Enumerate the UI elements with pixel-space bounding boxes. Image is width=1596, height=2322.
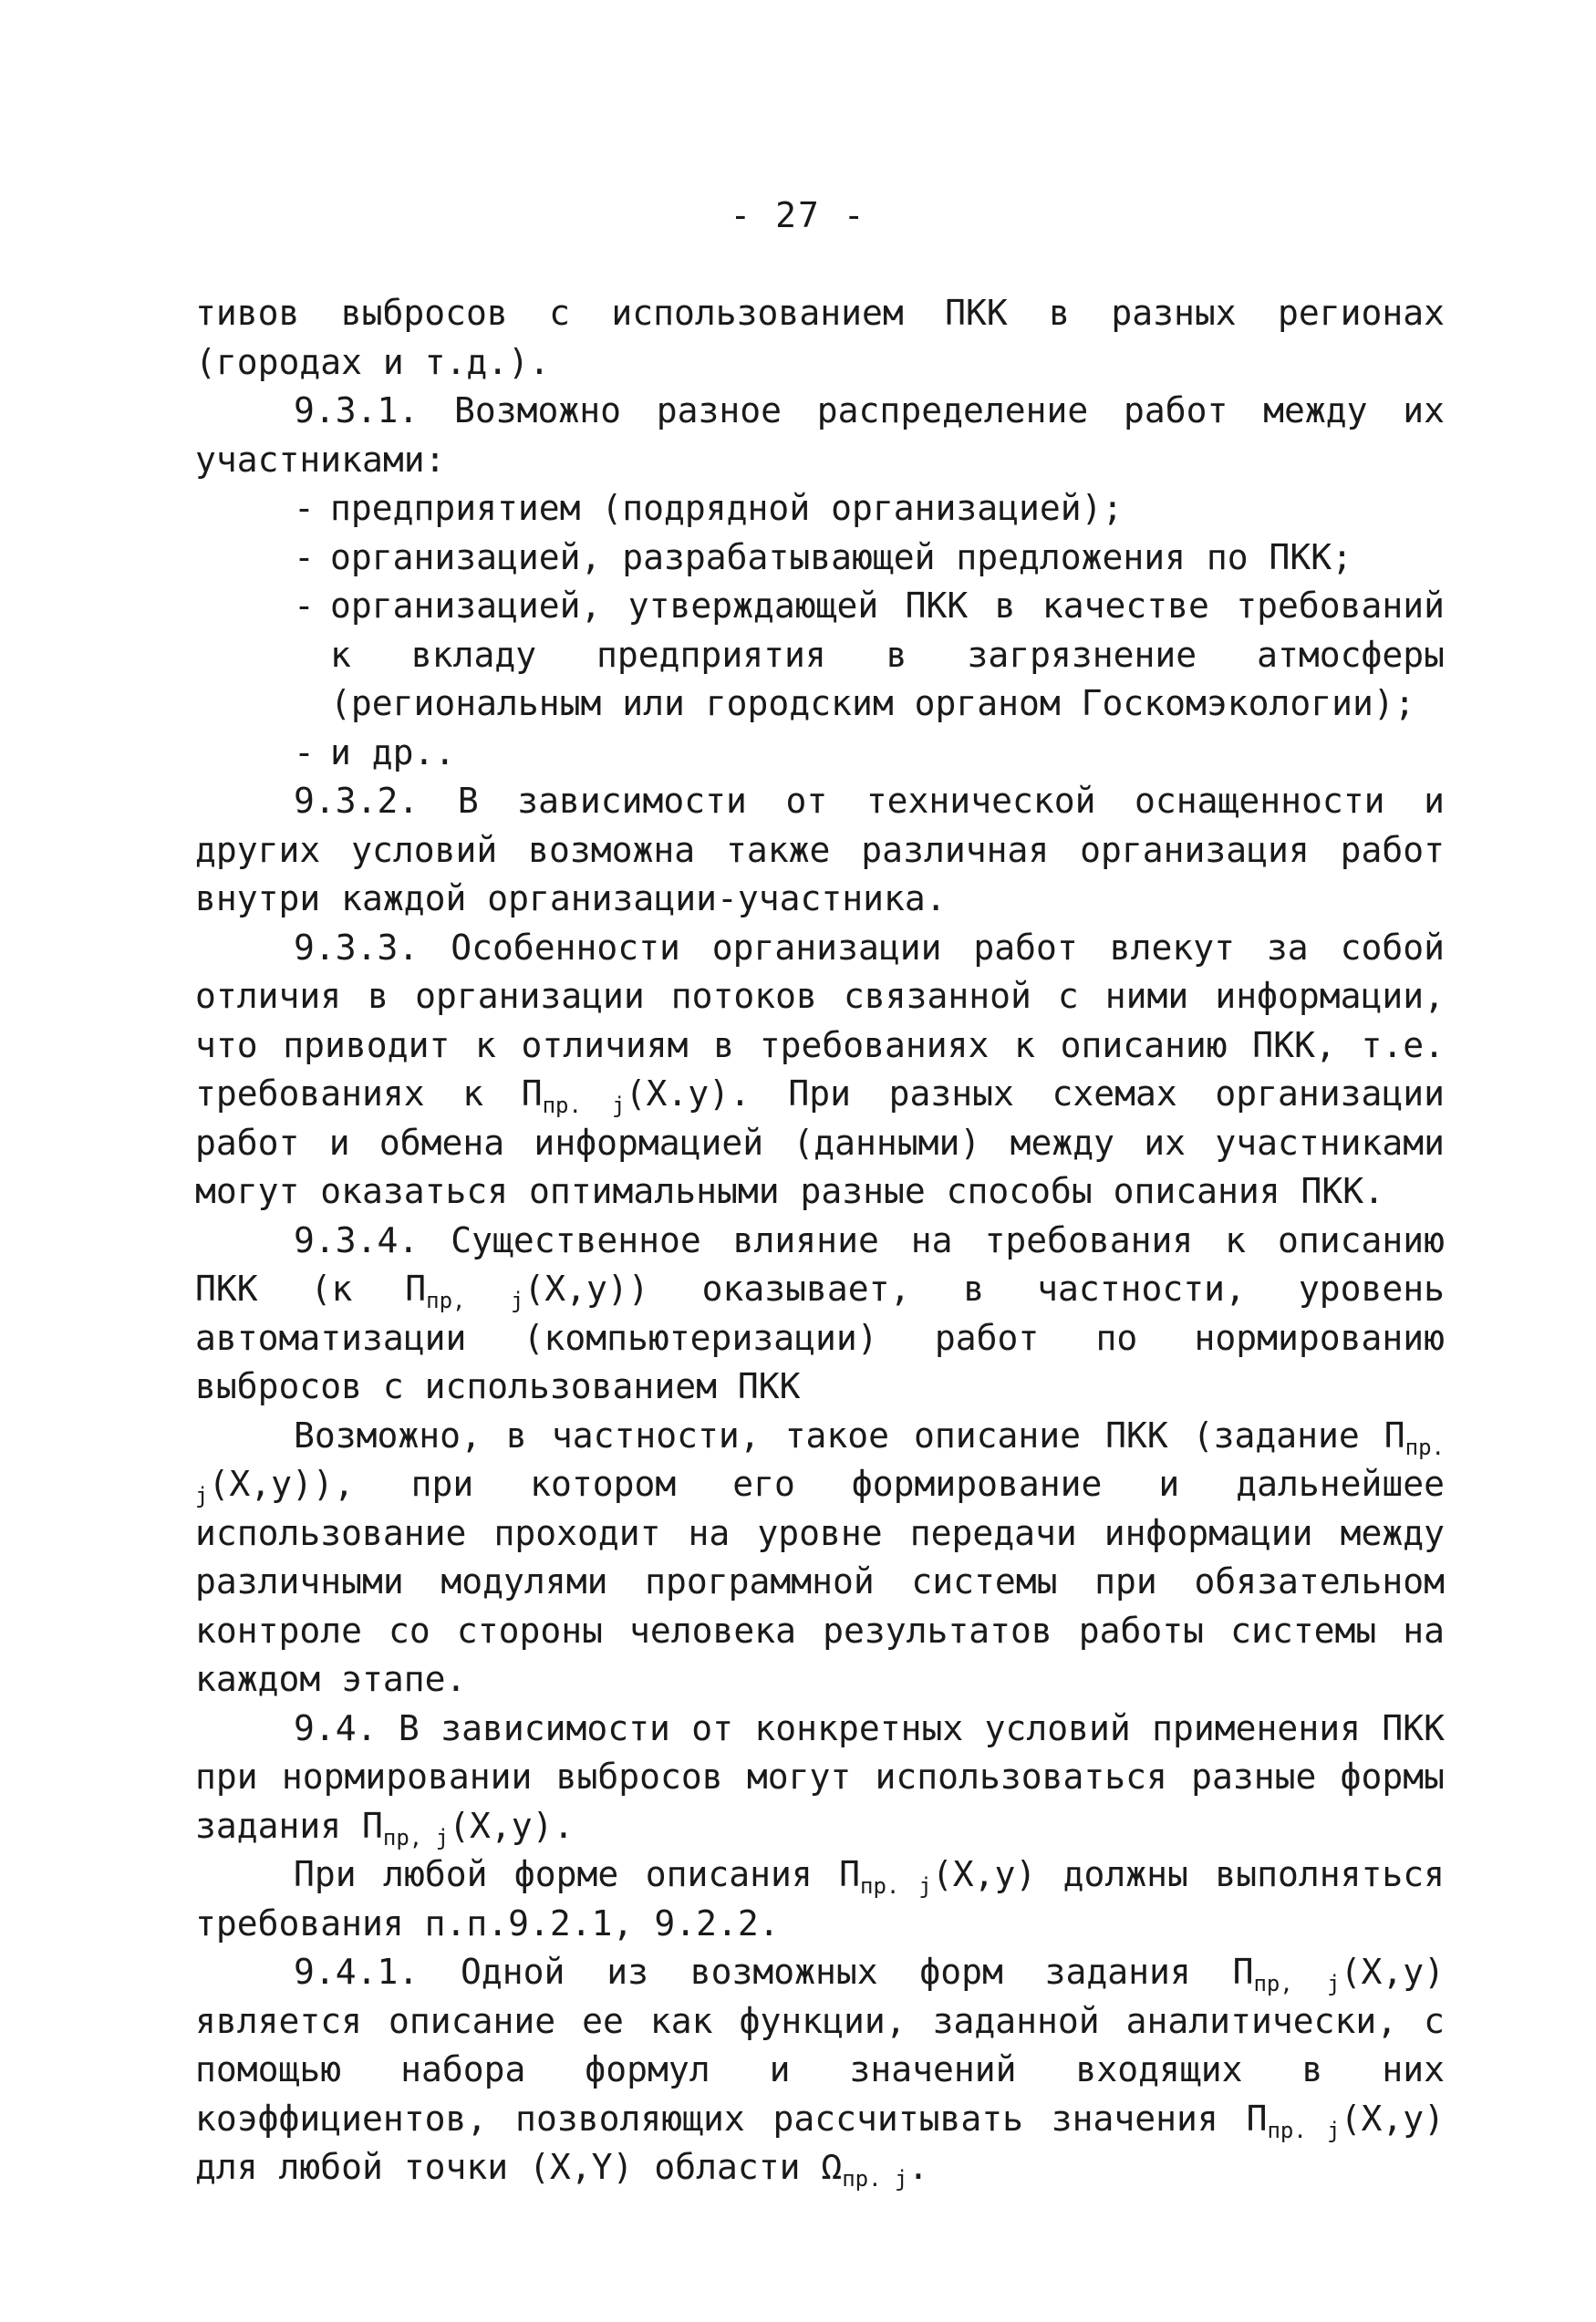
list-item-text: организацией, разрабатывающей предложения по ПКК; (330, 536, 1353, 577)
text-run: (Х,у) для любой точки (X,Y) области Ω (195, 2098, 1445, 2187)
paragraph-9-3-4 (195, 1217, 1445, 1412)
list-item-text: организацией, утверждающей ПКК в качестве требований к вкладу предприятия в загрязнение атмосферы (региональным или городским органом Госкомэкологии); (330, 586, 1445, 723)
text-run: (Х.у). При разных схемах организации работ и обмена информацией (данными) между их участниками могут оказаться оптимальными разные способы описания ПКК. (195, 1073, 1446, 1211)
subscript: пр, j (382, 1824, 450, 1850)
text-run: 9.3.4. Существенное влияние на требования к описанию ПКК (к П (195, 1219, 1445, 1309)
list-dash: - (294, 731, 315, 772)
paragraph-9-3-3 (195, 924, 1445, 1217)
list-dash: - (294, 488, 315, 528)
list-dash: - (294, 536, 315, 577)
text-run: (Х,у) должны выполняться требования п.п.9.2.1, 9.2.2. (195, 1854, 1445, 1944)
text-run: (Х,у)), при котором его формирование и дальнейшее использование проходит на уровне передачи информации между различными модулями программной системы при обязательном контроле со стороны человека результатов работы системы на каждом этапе. (195, 1464, 1445, 1699)
paragraph-9-3-2: 9.3.2. В зависимости от технической оснащенности и других условий возможна также различная организация работ внутри каждой организации-участника. (195, 781, 1445, 918)
list-item (195, 484, 1445, 534)
subscript: пр. j (195, 1434, 1445, 1508)
subscript: пр. j (842, 2166, 908, 2192)
subscript: пр. j (860, 1873, 932, 1899)
text-run: 9.4.1. Одной из возможных форм задания П (294, 1952, 1254, 1992)
text-run: 9.3.3. Особенности организации работ влекут за собой отличия в организации потоков связанной с ними информации, что приводит к отличиям в требованиях к описанию ПКК, т.е. требованиях к П (195, 927, 1445, 1114)
page-number: - 27 - (730, 195, 866, 235)
body-text (195, 289, 1445, 2192)
text-run: 9.4. В зависимости от конкретных условий применения ПКК при нормировании выбросов могут использоваться разные формы задания П (195, 1707, 1445, 1846)
text-run: При любой форме описания П (294, 1854, 861, 1894)
text-run: (Х,у)) оказывает, в частности, уровень автоматизации (компьютеризации) работ по нормированию выбросов с использованием ПКК (195, 1269, 1445, 1406)
subscript: пр. j (542, 1093, 626, 1118)
list-item-text: предприятием (подрядной организацией); (330, 488, 1124, 528)
subscript: пр. j (1267, 2117, 1341, 2143)
list-item (195, 534, 1445, 583)
text-run: Возможно, в частности, такое описание ПКК (задание П (294, 1415, 1405, 1456)
paragraph-possible-description (195, 1412, 1445, 1705)
paragraph-9-3-1: 9.3.1. Возможно разное распределение работ между их участниками: (195, 390, 1445, 480)
subscript: пр, j (426, 1288, 524, 1313)
list-item (195, 582, 1445, 729)
subscript: пр, j (1253, 1971, 1341, 1996)
text-run: . (907, 2147, 929, 2187)
list-item (195, 729, 1445, 778)
paragraph-9-4 (195, 1705, 1445, 1851)
paragraph-any-form (195, 1850, 1445, 1948)
list-item-text: и др.. (330, 731, 456, 772)
text-run: (Х,у). (449, 1805, 575, 1846)
list-dash: - (294, 586, 315, 626)
paragraph-9-4-1 (195, 1948, 1445, 2192)
text-run: (Х,у) является описание ее как функции, заданной аналитически, с помощью набора формул и значений входящих в них коэффициентов, позволяющих рассчитывать значения П (195, 1952, 1445, 2139)
paragraph-continuation: тивов выбросов с использованием ПКК в разных регионах (городах и т.д.). (195, 293, 1445, 382)
